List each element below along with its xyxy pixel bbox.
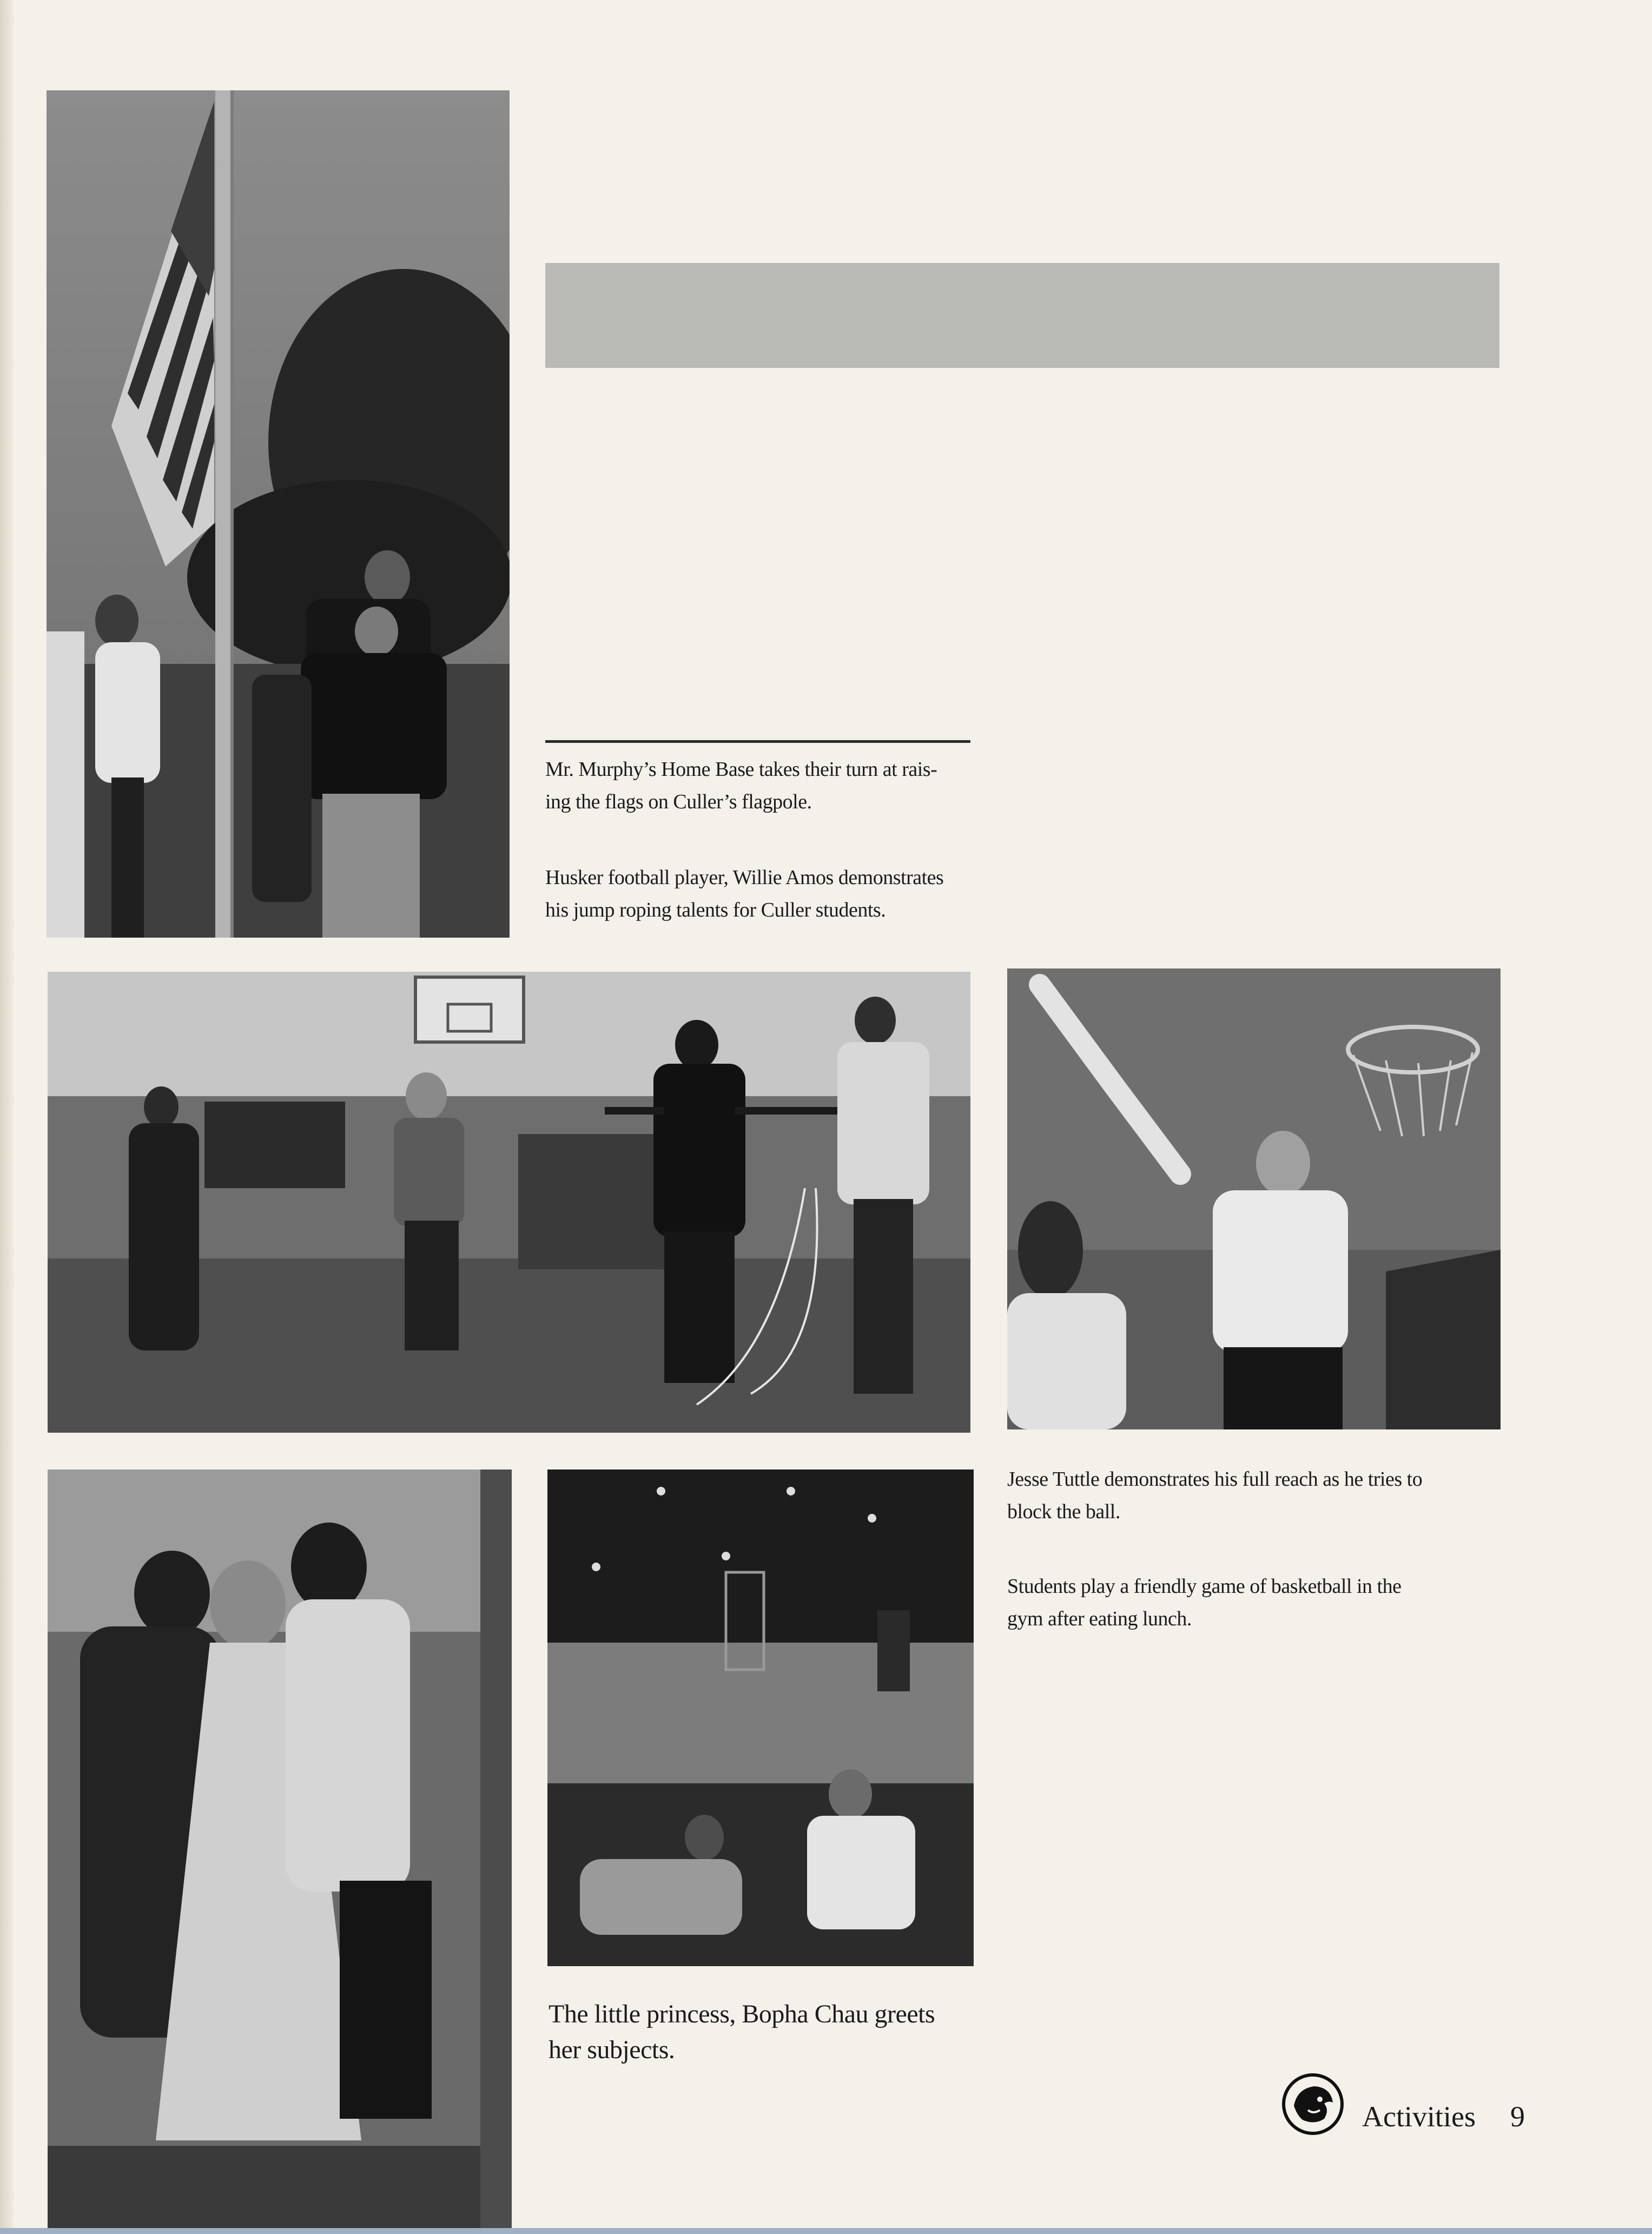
caption-jumprope: Husker football player, Willie Amos demonstrates his jump roping talents for Culler students.	[545, 866, 944, 921]
caption-flag: Mr. Murphy’s Home Base takes their turn at rais- ing the flags on Culler’s flagpole.	[545, 758, 937, 813]
scan-edge	[0, 2228, 1652, 2234]
photo-flag-raising	[47, 90, 510, 938]
photo-lunch-basketball	[547, 1469, 974, 1966]
photo-jump-rope	[48, 972, 970, 1433]
page-number: 9	[1510, 2100, 1525, 2133]
binding-edge	[0, 0, 14, 2234]
title-band	[545, 263, 1499, 368]
mascot-icon	[1281, 2072, 1345, 2136]
caption-rule	[545, 740, 970, 743]
caption-lunch-game: Students play a friendly game of basketball in the gym after eating lunch.	[1007, 1575, 1402, 1630]
caption-reach: Jesse Tuttle demonstrates his full reach as he tries to block the ball.	[1007, 1468, 1423, 1523]
photo-block-ball	[1007, 968, 1501, 1429]
photo-princess	[48, 1469, 512, 2228]
caption-princess: The little princess, Bopha Chau greets her subjects.	[549, 2000, 935, 2064]
footer-section-label: Activities	[1362, 2100, 1476, 2133]
